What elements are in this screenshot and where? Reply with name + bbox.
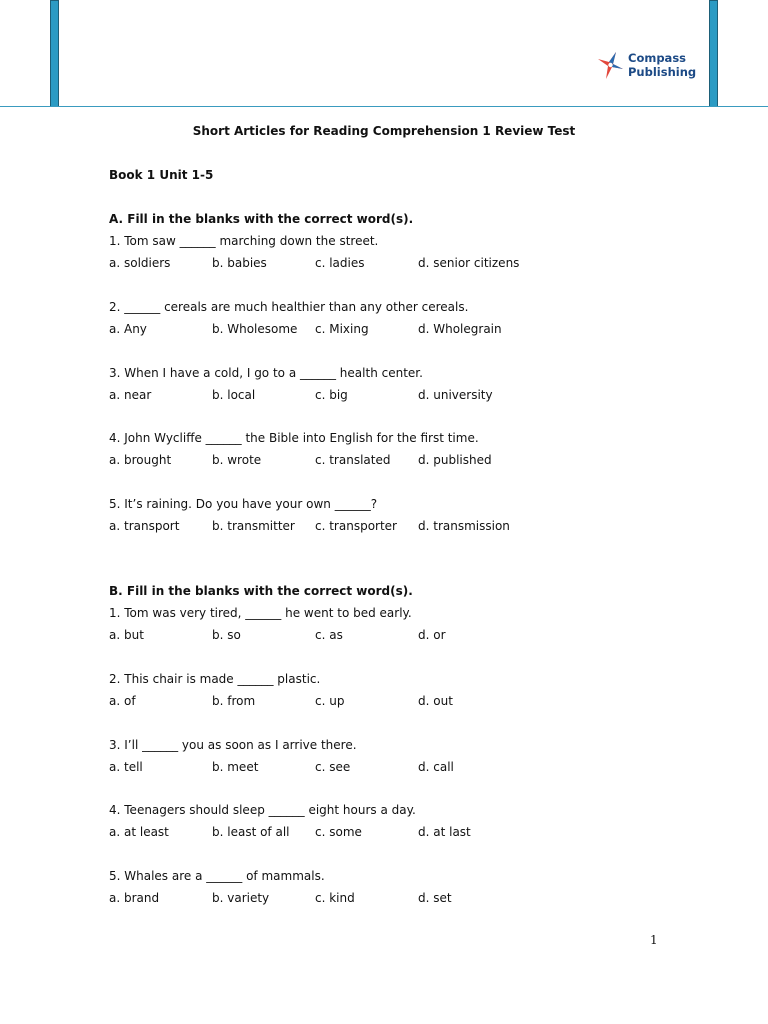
options-b1 xyxy=(0,628,768,644)
option-c[interactable]: c. Mixing xyxy=(315,322,369,336)
option-c[interactable]: c. transporter xyxy=(315,519,397,533)
header-bar-left xyxy=(50,0,59,107)
compass-publishing-logo xyxy=(594,50,704,84)
options-b5 xyxy=(0,891,768,907)
option-a[interactable]: a. at least xyxy=(109,825,169,839)
option-a[interactable]: a. soldiers xyxy=(109,256,171,270)
options-b4 xyxy=(0,825,768,841)
option-d[interactable]: d. or xyxy=(418,628,446,642)
question-a5: 5. It’s raining. Do you have your own ______? xyxy=(109,497,378,511)
option-c[interactable]: c. translated xyxy=(315,453,391,467)
option-d[interactable]: d. Wholegrain xyxy=(418,322,502,336)
option-b[interactable]: b. transmitter xyxy=(212,519,295,533)
option-d[interactable]: d. call xyxy=(418,760,454,774)
page-number: 1 xyxy=(650,933,658,947)
question-a2: 2. ______ cereals are much healthier than any other cereals. xyxy=(109,300,469,314)
option-c[interactable]: c. kind xyxy=(315,891,355,905)
option-c[interactable]: c. ladies xyxy=(315,256,365,270)
option-c[interactable]: c. up xyxy=(315,694,345,708)
option-a[interactable]: a. tell xyxy=(109,760,143,774)
option-b[interactable]: b. from xyxy=(212,694,256,708)
options-a1 xyxy=(0,256,768,272)
question-b2: 2. This chair is made ______ plastic. xyxy=(109,672,321,686)
option-b[interactable]: b. wrote xyxy=(212,453,262,467)
question-a3: 3. When I have a cold, I go to a ______ health center. xyxy=(109,366,423,380)
option-c[interactable]: c. see xyxy=(315,760,351,774)
option-a[interactable]: a. but xyxy=(109,628,144,642)
option-b[interactable]: b. babies xyxy=(212,256,267,270)
document-title: Short Articles for Reading Comprehension 1 Review Test xyxy=(192,124,576,138)
option-d[interactable]: d. at last xyxy=(418,825,471,839)
option-a[interactable]: a. brand xyxy=(109,891,160,905)
option-d[interactable]: d. transmission xyxy=(418,519,510,533)
option-b[interactable]: b. least of all xyxy=(212,825,290,839)
section-b-heading: B. Fill in the blanks with the correct word(s). xyxy=(109,584,413,598)
question-b5: 5. Whales are a ______ of mammals. xyxy=(109,869,325,883)
option-d[interactable]: d. out xyxy=(418,694,453,708)
option-b[interactable]: b. Wholesome xyxy=(212,322,298,336)
options-b2 xyxy=(0,694,768,710)
header-rule xyxy=(0,106,768,107)
option-d[interactable]: d. senior citizens xyxy=(418,256,520,270)
question-a1: 1. Tom saw ______ marching down the street. xyxy=(109,234,379,248)
option-a[interactable]: a. transport xyxy=(109,519,180,533)
question-b1: 1. Tom was very tired, ______ he went to bed early. xyxy=(109,606,412,620)
option-a[interactable]: a. brought xyxy=(109,453,172,467)
option-b[interactable]: b. variety xyxy=(212,891,270,905)
options-a3 xyxy=(0,388,768,404)
option-a[interactable]: a. near xyxy=(109,388,152,402)
header-bar-right xyxy=(709,0,718,107)
logo-text xyxy=(628,51,696,79)
option-d[interactable]: d. published xyxy=(418,453,492,467)
option-d[interactable]: d. set xyxy=(418,891,452,905)
options-a2 xyxy=(0,322,768,338)
options-b3 xyxy=(0,760,768,776)
logo-line-compass: Compass xyxy=(628,51,687,65)
option-c[interactable]: c. big xyxy=(315,388,348,402)
compass-star-icon xyxy=(594,50,626,82)
question-b3: 3. I’ll ______ you as soon as I arrive there. xyxy=(109,738,357,752)
option-d[interactable]: d. university xyxy=(418,388,493,402)
option-b[interactable]: b. local xyxy=(212,388,256,402)
option-a[interactable]: a. Any xyxy=(109,322,147,336)
section-a-heading: A. Fill in the blanks with the correct word(s). xyxy=(109,212,414,226)
option-b[interactable]: b. meet xyxy=(212,760,259,774)
options-a5 xyxy=(0,519,768,535)
options-a4 xyxy=(0,453,768,469)
logo-line-publishing: Publishing xyxy=(628,65,697,79)
option-c[interactable]: c. some xyxy=(315,825,362,839)
option-c[interactable]: c. as xyxy=(315,628,343,642)
option-a[interactable]: a. of xyxy=(109,694,136,708)
unit-subtitle: Book 1 Unit 1-5 xyxy=(109,168,214,182)
option-b[interactable]: b. so xyxy=(212,628,241,642)
question-b4: 4. Teenagers should sleep ______ eight hours a day. xyxy=(109,803,416,817)
question-a4: 4. John Wycliffe ______ the Bible into English for the first time. xyxy=(109,431,479,445)
